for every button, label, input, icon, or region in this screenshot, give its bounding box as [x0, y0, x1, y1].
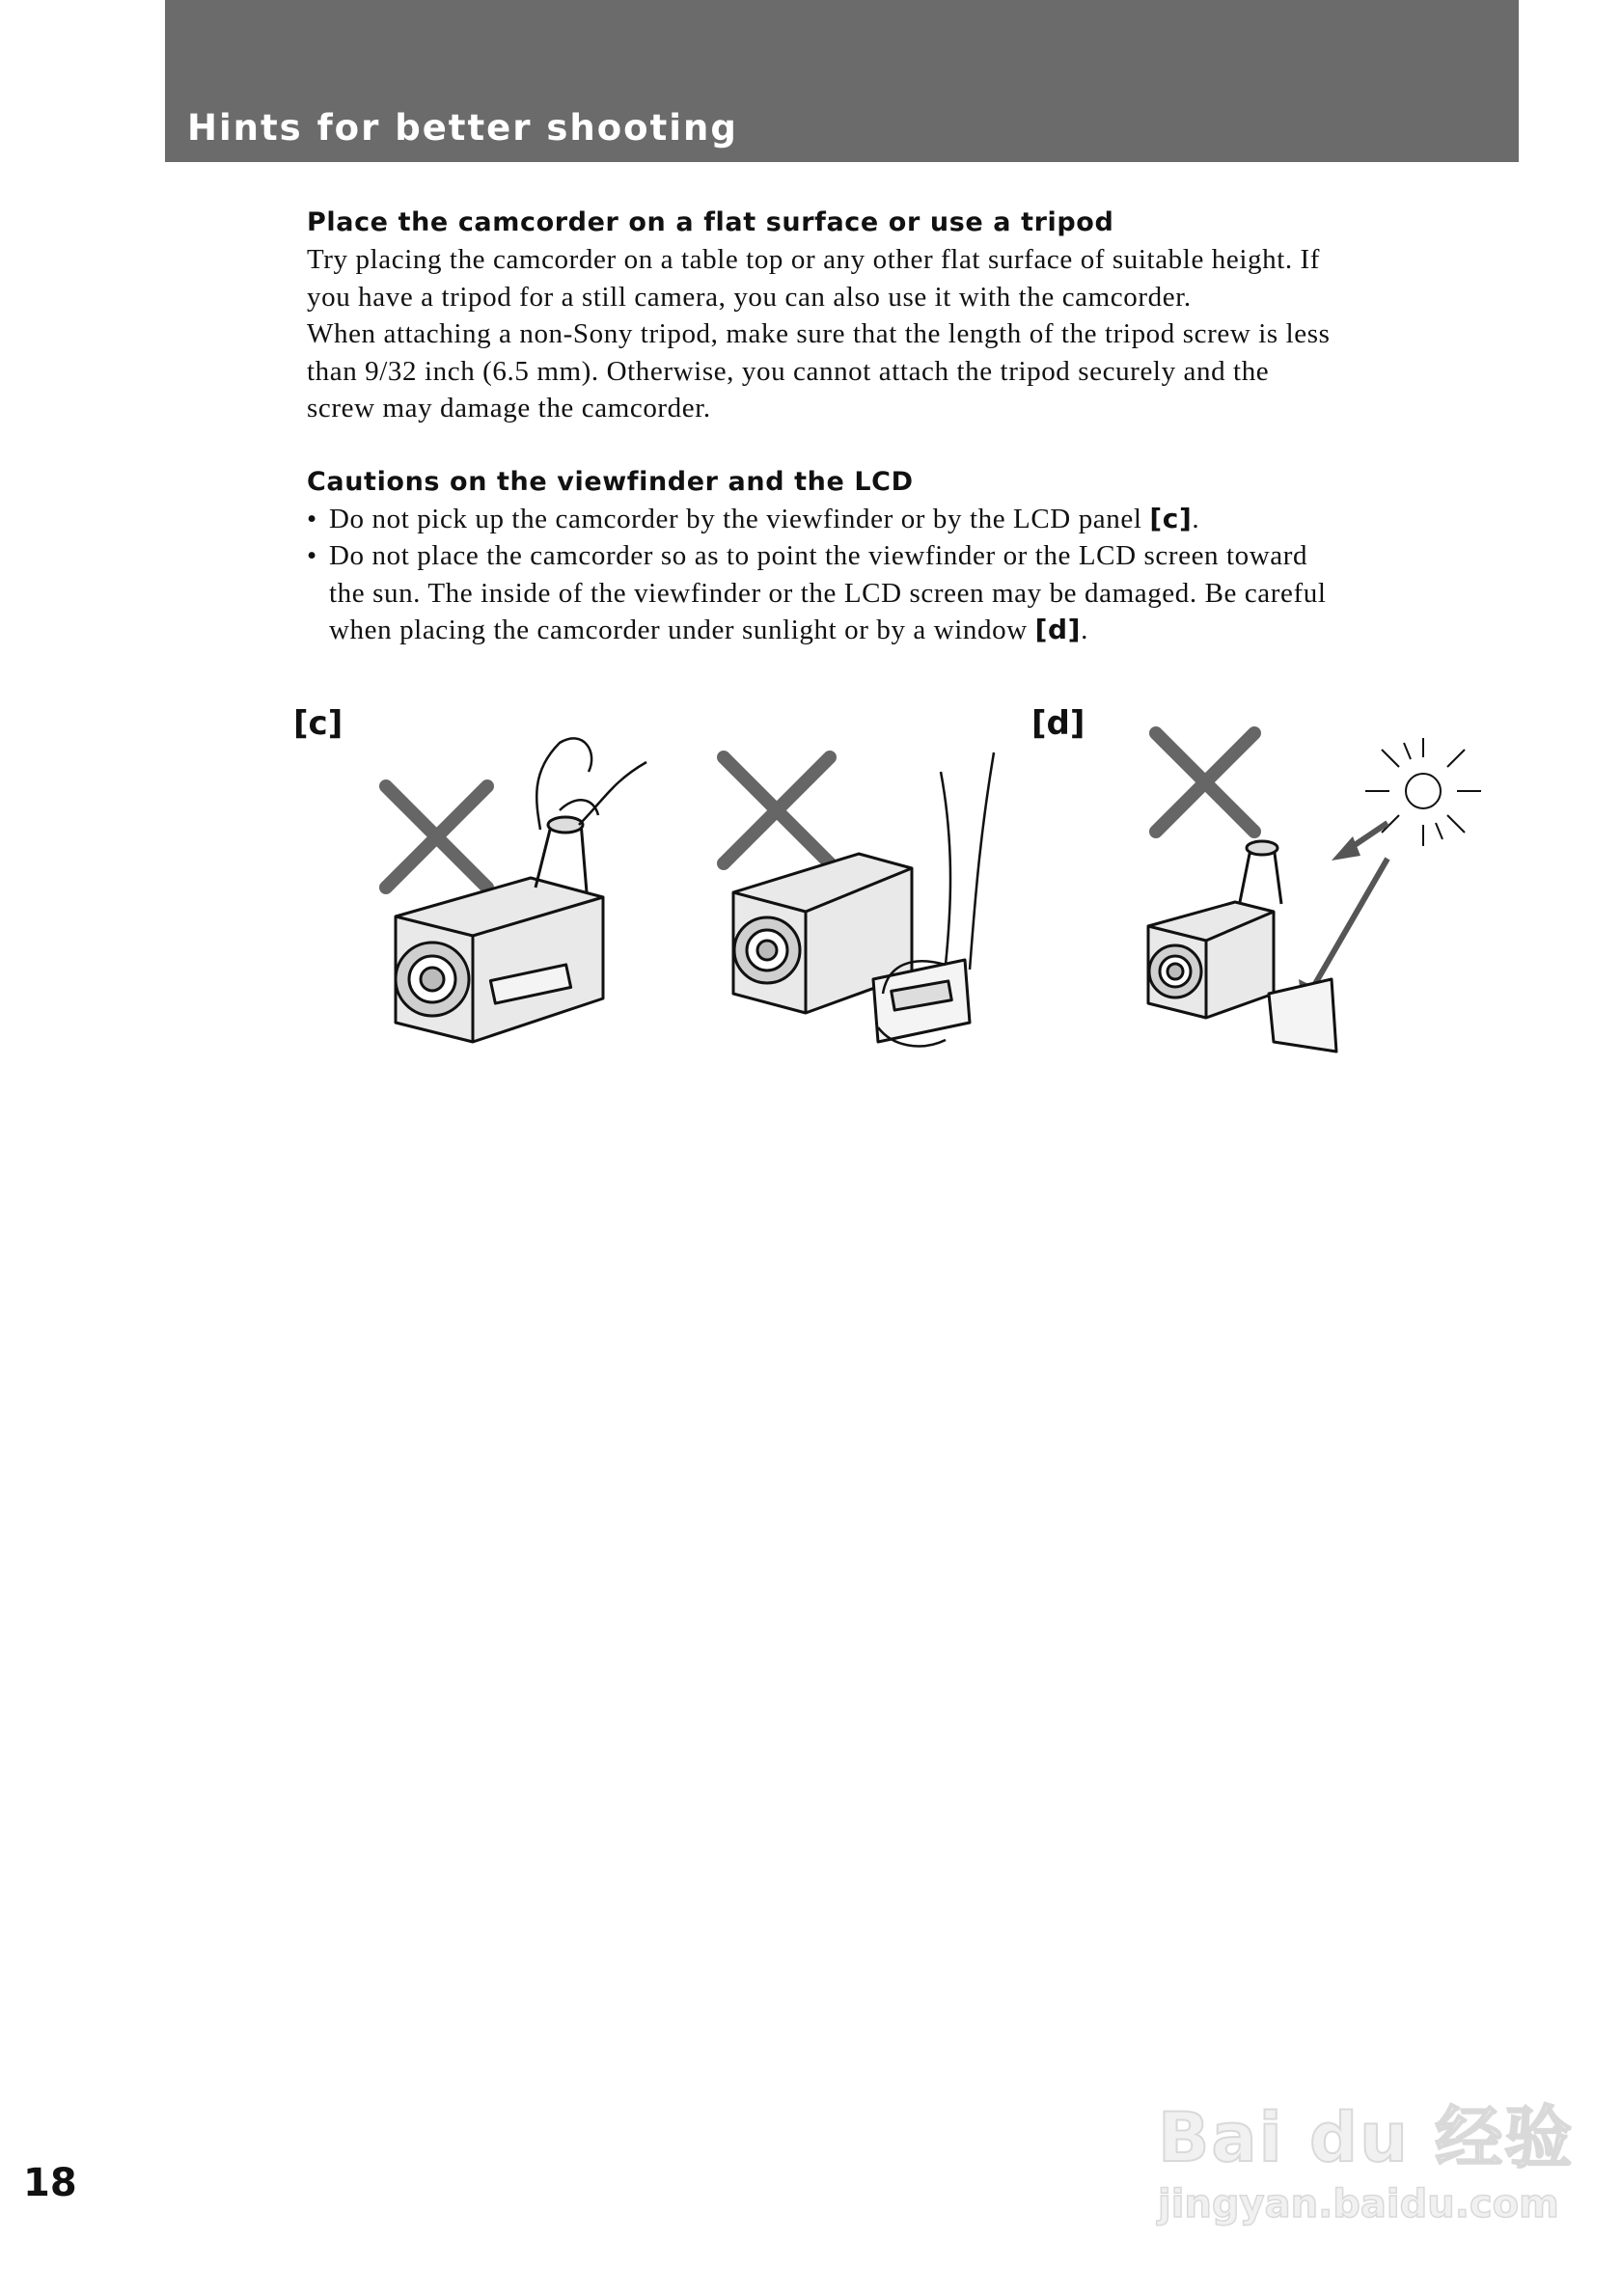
page-title: Hints for better shooting — [187, 107, 738, 149]
illustration-lift-by-lcd — [714, 733, 1032, 1061]
sun-icon — [1365, 738, 1481, 846]
cautions-list — [307, 501, 1513, 649]
page-number: 18 — [23, 2161, 77, 2205]
tripod-line: you have a tripod for a still camera, you can also use it with the camcorder. — [307, 281, 1192, 313]
camcorder-icon — [1148, 841, 1336, 1052]
tripod-line: When attaching a non-Sony tripod, make sure that the length of the tripod screw is less — [307, 318, 1331, 349]
cross-icon — [1156, 733, 1254, 832]
cautions-heading: Cautions on the viewfinder and the LCD — [307, 466, 914, 497]
tripod-line: Try placing the camcorder on a table top or any other flat surface of suitable height. If — [307, 244, 1321, 275]
bullet-end: . — [1081, 615, 1088, 645]
arrow-icon — [1332, 823, 1387, 861]
tripod-section — [307, 205, 1513, 427]
bullet-end: . — [1192, 503, 1200, 534]
figure-label-d: [d] — [1031, 704, 1085, 743]
list-item — [307, 501, 1513, 538]
header-bar — [165, 0, 1519, 162]
figure-label-c: [c] — [293, 704, 343, 743]
watermark-logo: Bai du 经验 — [1158, 2098, 1575, 2177]
bullet-text: Do not pick up the camcorder by the viewfinder or by the LCD panel — [329, 503, 1150, 534]
main-content — [307, 205, 1513, 649]
figure-ref-d: [d] — [1034, 614, 1082, 645]
tripod-line: than 9/32 inch (6.5 mm). Otherwise, you cannot attach the tripod securely and the — [307, 355, 1270, 387]
tripod-heading: Place the camcorder on a flat surface or use a tripod — [307, 207, 1114, 237]
list-item — [307, 537, 1513, 649]
bullet-marker: • — [307, 540, 317, 571]
illustration-lift-by-viewfinder — [367, 733, 656, 1061]
tripod-line: screw may damage the camcorder. — [307, 393, 711, 424]
cross-icon — [386, 786, 487, 888]
illustration-sunlight — [1129, 719, 1496, 1066]
bullet-text: the sun. The inside of the viewfinder or the LCD screen may be damaged. Be careful — [329, 577, 1327, 609]
figure-ref-c: [c] — [1149, 502, 1193, 534]
bullet-text: when placing the camcorder under sunlight or by a window — [329, 615, 1035, 645]
cautions-section — [307, 464, 1513, 649]
camcorder-icon — [733, 854, 970, 1042]
hand-icon — [536, 738, 646, 830]
bullet-marker: • — [307, 503, 317, 534]
cross-icon — [724, 757, 830, 863]
bullet-text: Do not place the camcorder so as to point the viewfinder or the LCD screen toward — [329, 540, 1308, 571]
watermark-url: jingyan.baidu.com — [1158, 2182, 1559, 2227]
